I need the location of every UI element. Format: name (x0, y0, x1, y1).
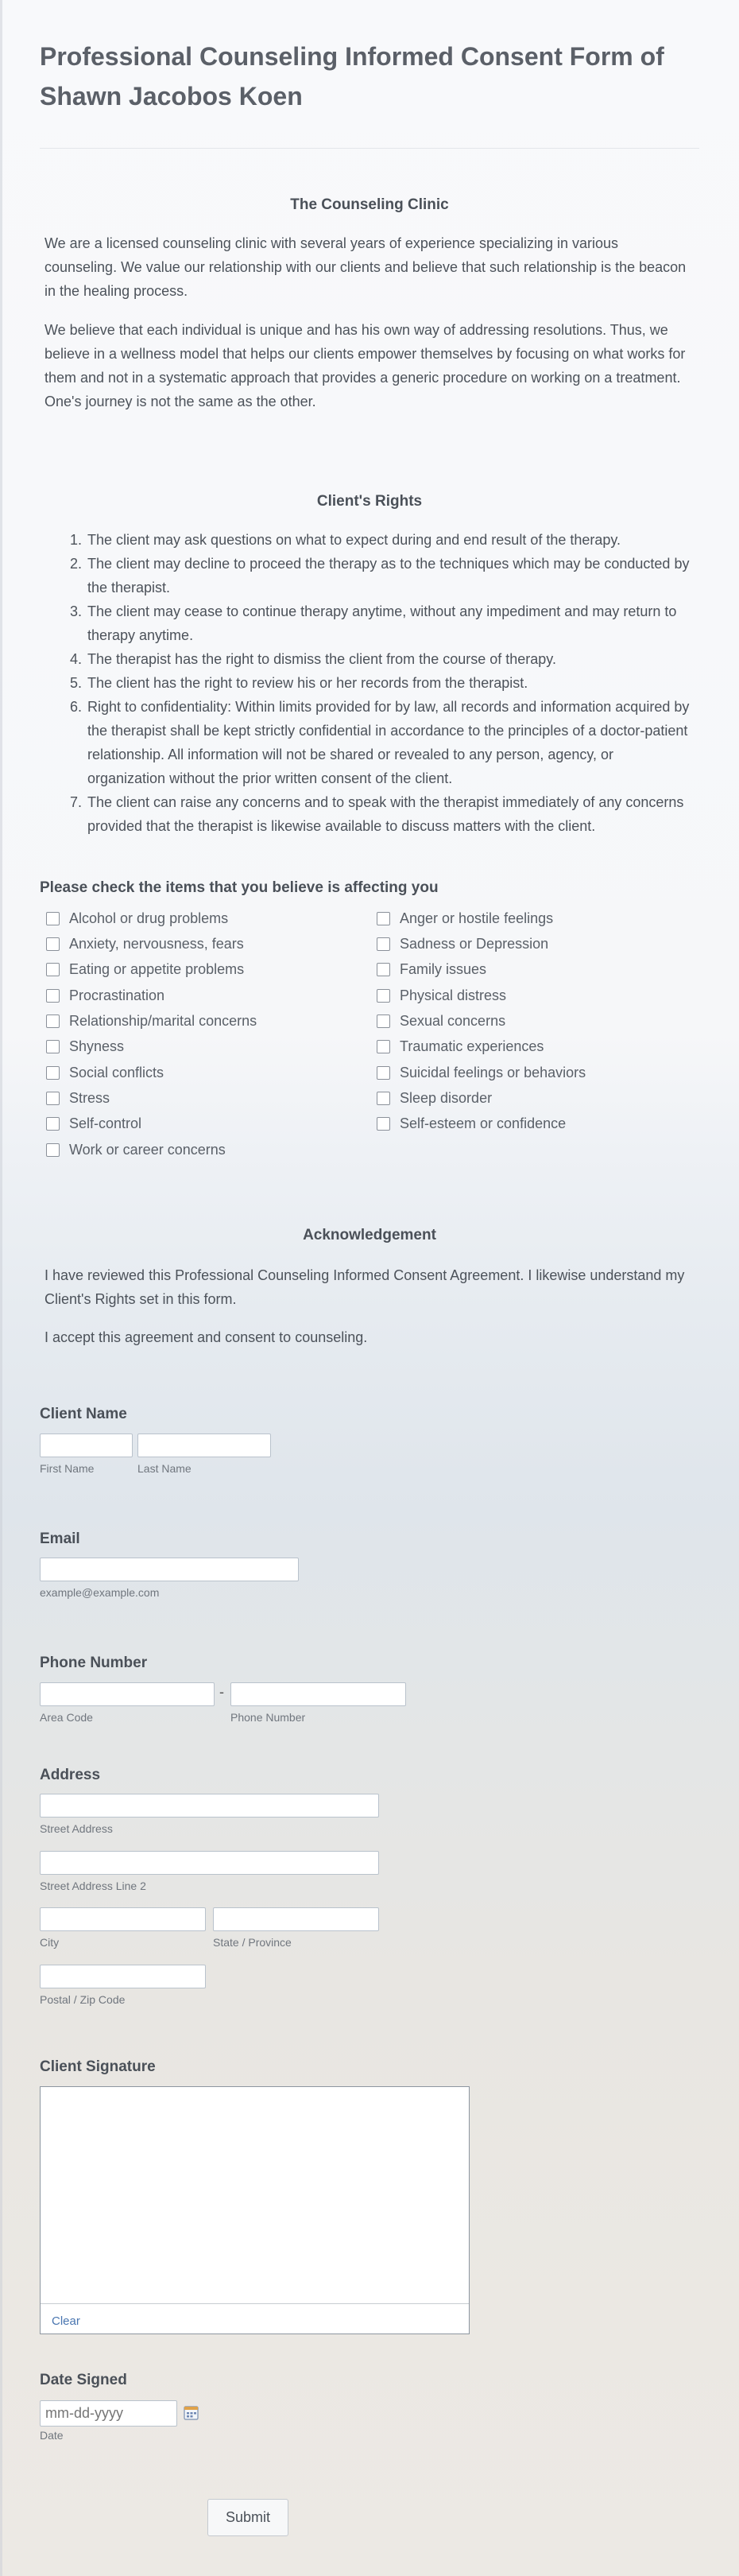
signature-baseline (41, 2303, 469, 2304)
checkbox[interactable] (377, 963, 390, 976)
state-input[interactable] (213, 1907, 379, 1931)
checkbox[interactable] (377, 989, 390, 1003)
checkbox[interactable] (46, 1066, 60, 1080)
checkbox[interactable] (46, 937, 60, 951)
clinic-paragraph-2: We believe that each individual is unique and has his own way of addressing resolutions. Thus, we believe in a wellness model that helps our clients empower themselves by focusing on what works for them and not in a systematic approach that provides a generic procedure on working on a treatment. One's journey is not the same as the other. (44, 322, 686, 409)
postal-code-input[interactable] (40, 1965, 206, 1988)
checkbox[interactable] (377, 1040, 390, 1053)
first-name-input[interactable] (40, 1433, 133, 1457)
rights-item: 1. The client may ask questions on what to expect during and end result of the therapy. (86, 528, 695, 552)
checkbox[interactable] (46, 989, 60, 1003)
ack-paragraph-2: I accept this agreement and consent to counseling. (44, 1329, 368, 1345)
last-name-input[interactable] (137, 1433, 271, 1457)
checkbox-procrastination[interactable]: Procrastination (46, 987, 164, 1004)
phone-number-input[interactable] (230, 1682, 406, 1706)
clear-signature-button[interactable]: Clear (52, 2314, 80, 2328)
checkbox[interactable] (46, 1014, 60, 1028)
rights-item: 6. Right to confidentiality: Within limits provided for by law, all records and information acquired by the therapist shall be kept strictly confidential in accordance to the principles of a doctor-patient relationship. All information will not be shared or revealed to any person, agency, or organization without the prior written consent of the client. (86, 695, 695, 790)
address-label: Address (40, 1767, 101, 1783)
checkbox[interactable] (377, 937, 390, 951)
checkbox-relationship[interactable]: Relationship/marital concerns (46, 1012, 257, 1030)
state-sublabel: State / Province (213, 1936, 292, 1949)
rights-item: 4. The therapist has the right to dismiss the client from the course of therapy. (86, 647, 695, 671)
checkbox[interactable] (377, 1014, 390, 1028)
signature-pad[interactable] (40, 2086, 470, 2334)
checklist-title: Please check the items that you believe is affecting you (40, 879, 439, 896)
checkbox[interactable] (46, 1117, 60, 1131)
ack-paragraph-1: I have reviewed this Professional Counseling Informed Consent Agreement. I likewise understand my Client's Rights set in this form. (44, 1267, 685, 1307)
street-address-input[interactable] (40, 1794, 379, 1818)
checkbox-anxiety[interactable]: Anxiety, nervousness, fears (46, 935, 244, 952)
checkbox-eating[interactable]: Eating or appetite problems (46, 960, 244, 978)
checkbox-self-esteem[interactable]: Self-esteem or confidence (377, 1115, 566, 1132)
rights-heading: Client's Rights (316, 493, 423, 510)
checkbox-anger[interactable]: Anger or hostile feelings (377, 910, 553, 927)
signature-label: Client Signature (40, 2058, 156, 2075)
postal-code-sublabel: Postal / Zip Code (40, 1993, 126, 2006)
checkbox-social-conflicts[interactable]: Social conflicts (46, 1064, 164, 1081)
checkbox[interactable] (46, 963, 60, 976)
checkbox-shyness[interactable]: Shyness (46, 1038, 124, 1055)
clinic-paragraph-1: We are a licensed counseling clinic with several years of experience specializing in various counseling. We value our relationship with our clients and believe that such relationship is the beacon in the healing process. (44, 235, 687, 299)
checkbox-stress[interactable]: Stress (46, 1089, 110, 1107)
rights-item: 5. The client has the right to review his or her records from the therapist. (86, 671, 695, 695)
email-label: Email (40, 1530, 80, 1547)
client-name-label: Client Name (40, 1406, 127, 1422)
checkbox-sleep[interactable]: Sleep disorder (377, 1089, 492, 1107)
checkbox[interactable] (46, 1040, 60, 1053)
checkbox-family[interactable]: Family issues (377, 960, 486, 978)
checkbox[interactable] (46, 1143, 60, 1157)
ack-heading: Acknowledgement (303, 1227, 436, 1243)
checkbox[interactable] (46, 912, 60, 925)
street-address-2-sublabel: Street Address Line 2 (40, 1880, 146, 1892)
title-divider (40, 148, 699, 149)
email-input[interactable] (40, 1558, 299, 1581)
checkbox[interactable] (377, 912, 390, 925)
street-address-sublabel: Street Address (40, 1822, 113, 1835)
phone-number-sublabel: Phone Number (230, 1711, 306, 1724)
street-address-2-input[interactable] (40, 1851, 379, 1875)
checkbox-sadness[interactable]: Sadness or Depression (377, 935, 548, 952)
checkbox-work-career[interactable]: Work or career concerns (46, 1141, 226, 1158)
rights-item: 2. The client may decline to proceed the therapy as to the techniques which may be conducted by the therapist. (86, 552, 695, 599)
checkbox-traumatic[interactable]: Traumatic experiences (377, 1038, 544, 1055)
checkbox[interactable] (46, 1092, 60, 1105)
rights-list (44, 528, 695, 838)
checkbox-sexual[interactable]: Sexual concerns (377, 1012, 505, 1030)
checkbox[interactable] (377, 1117, 390, 1131)
city-input[interactable] (40, 1907, 206, 1931)
calendar-icon[interactable] (184, 2405, 199, 2420)
first-name-sublabel: First Name (40, 1462, 95, 1475)
submit-button[interactable]: Submit (207, 2499, 288, 2536)
checkbox[interactable] (377, 1092, 390, 1105)
checkbox-physical[interactable]: Physical distress (377, 987, 506, 1004)
rights-item: 7. The client can raise any concerns and to speak with the therapist immediately of any concerns provided that the therapist is likewise available to discuss matters with the client. (86, 790, 695, 838)
phone-dash: - (219, 1684, 224, 1700)
checkbox[interactable] (377, 1066, 390, 1080)
checkbox-self-control[interactable]: Self-control (46, 1115, 141, 1132)
checkbox-alcohol-drug[interactable]: Alcohol or drug problems (46, 910, 228, 927)
checkbox-suicidal[interactable]: Suicidal feelings or behaviors (377, 1064, 586, 1081)
clinic-heading: The Counseling Clinic (290, 196, 449, 213)
date-input[interactable] (40, 2400, 177, 2427)
email-hint: example@example.com (40, 1586, 160, 1599)
page-edge (0, 0, 2, 2576)
rights-item: 3. The client may cease to continue therapy anytime, without any impediment and may return to therapy anytime. (86, 599, 695, 647)
last-name-sublabel: Last Name (137, 1462, 192, 1475)
form-title: Professional Counseling Informed Consent Form of Shawn Jacobos Koen (40, 42, 664, 111)
area-code-input[interactable] (40, 1682, 215, 1706)
date-sublabel: Date (40, 2429, 64, 2442)
area-code-sublabel: Area Code (40, 1711, 93, 1724)
city-sublabel: City (40, 1936, 60, 1949)
phone-label: Phone Number (40, 1655, 148, 1671)
date-signed-label: Date Signed (40, 2372, 127, 2388)
